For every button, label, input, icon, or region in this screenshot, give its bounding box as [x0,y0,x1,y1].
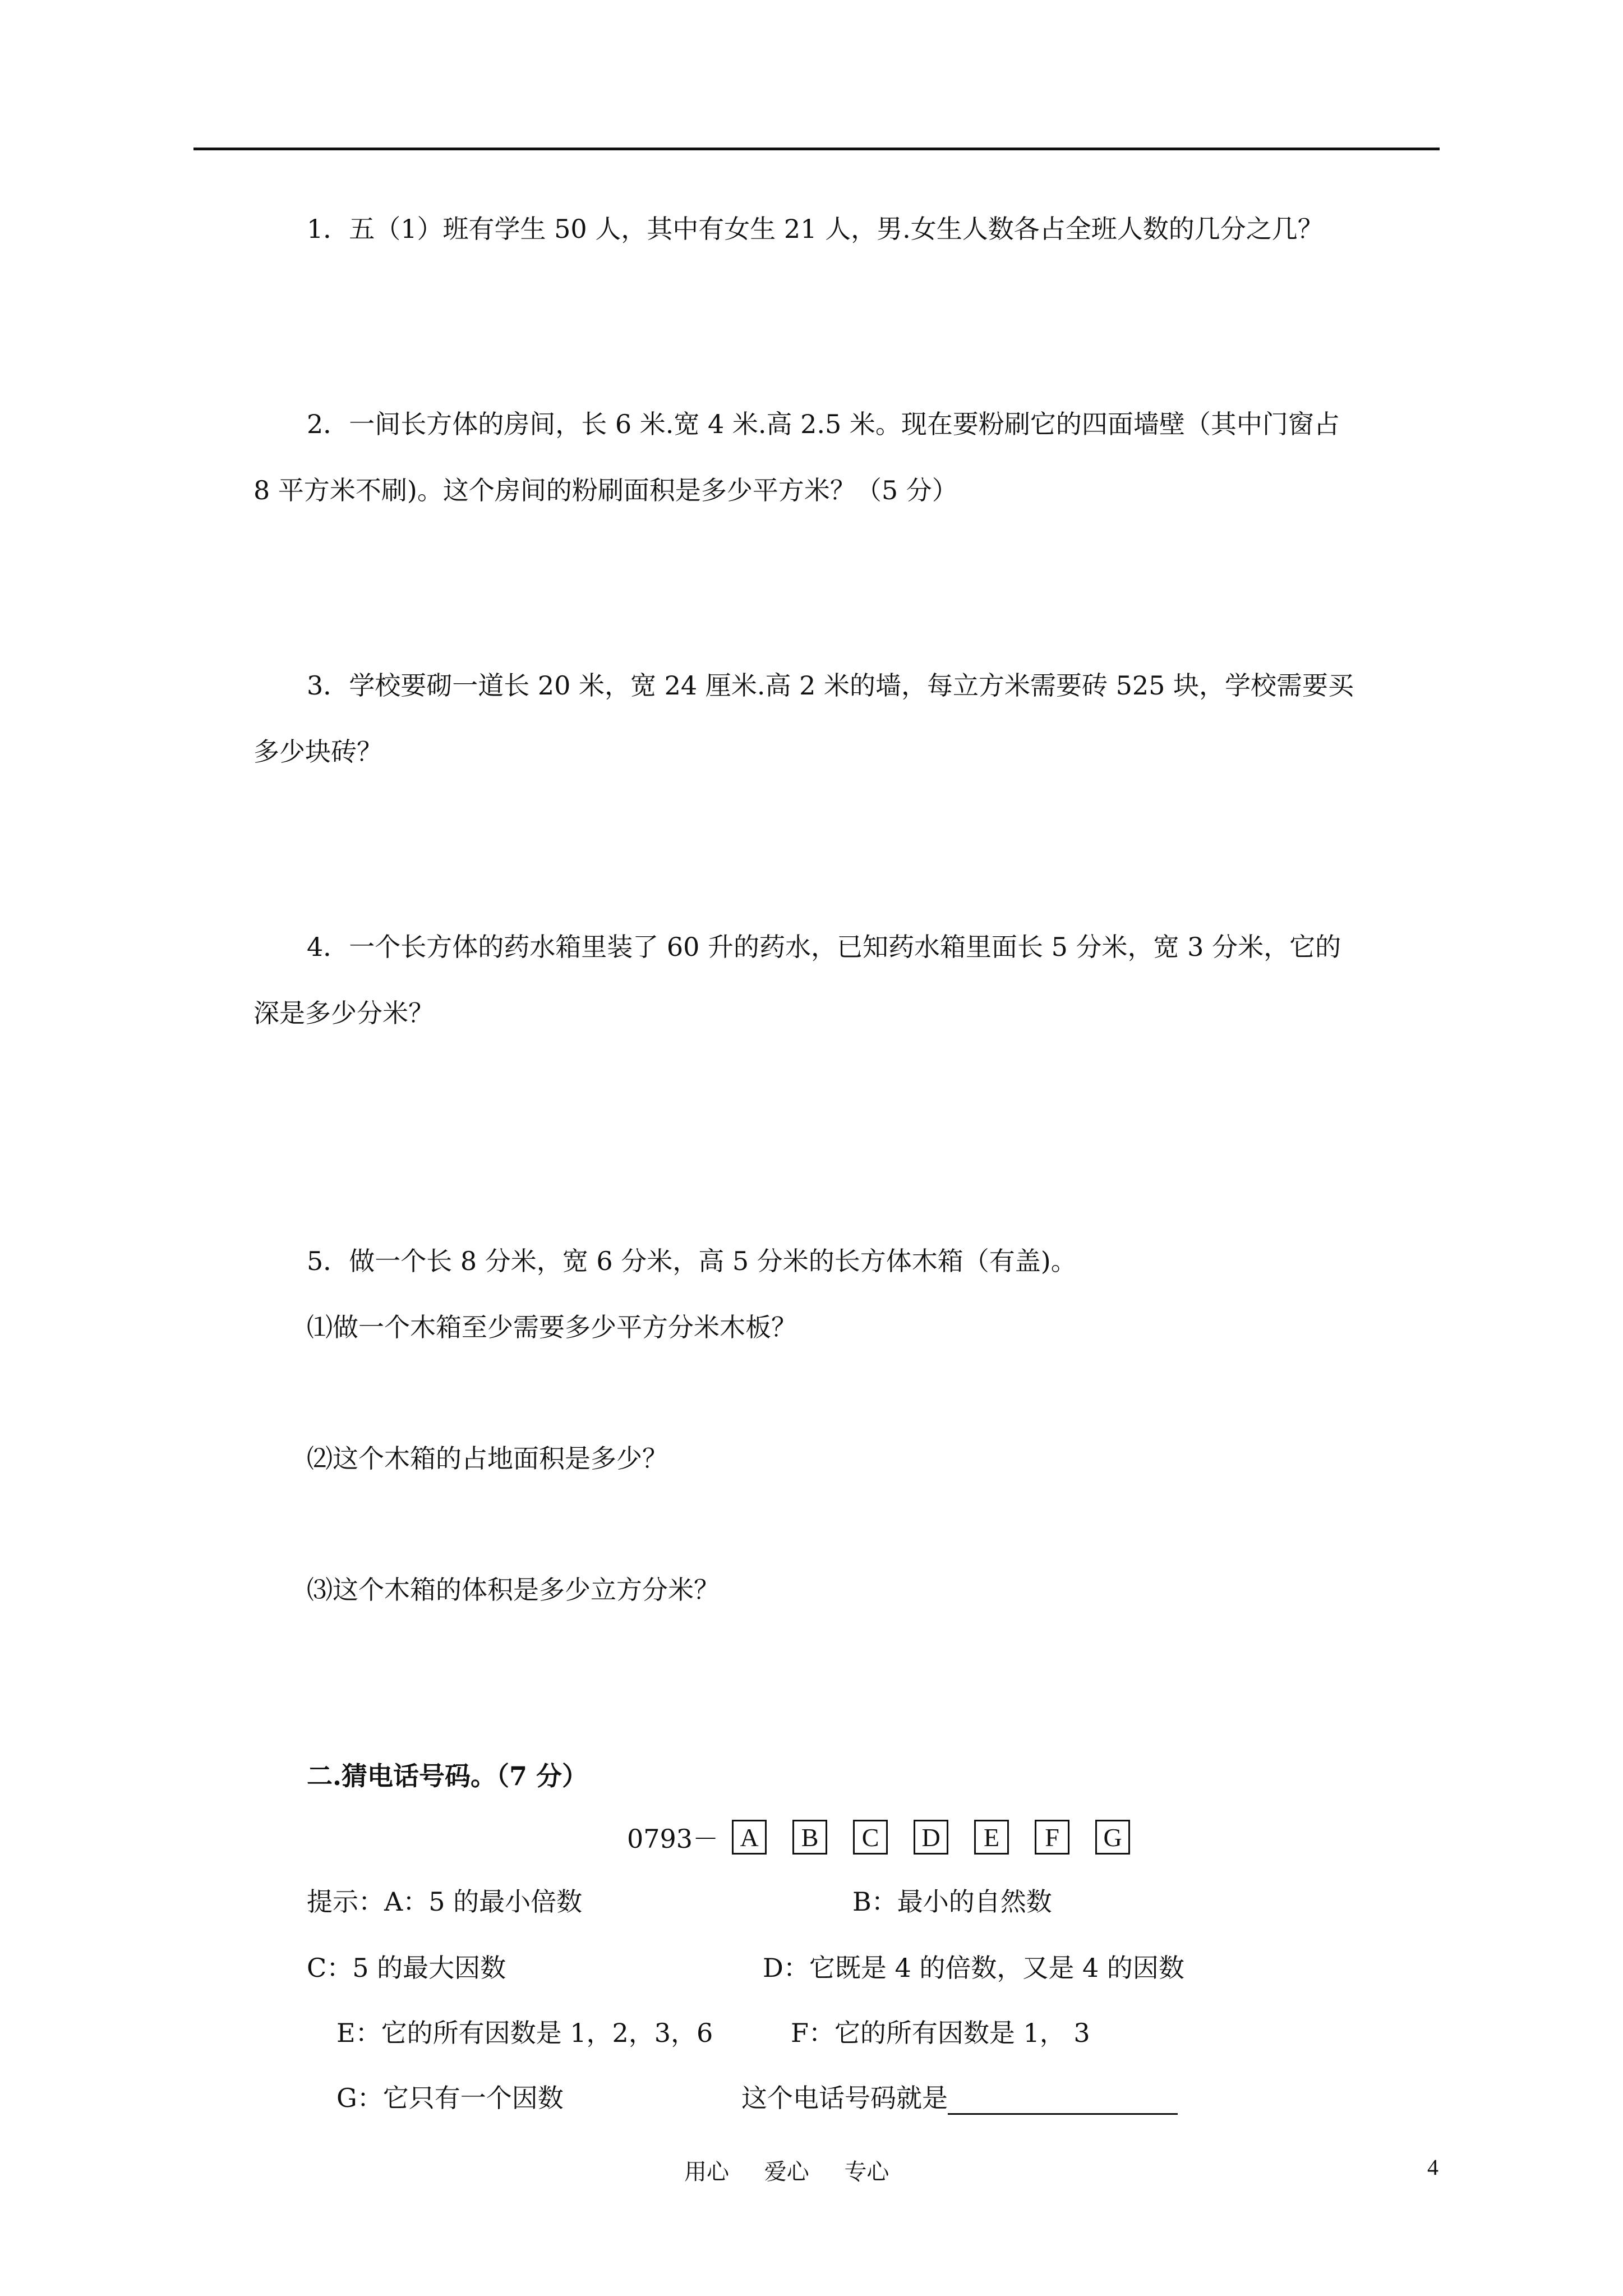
area-code: 0793－ [627,1824,719,1854]
digit-box-f: F [1035,1820,1069,1855]
question-4-line-1: 4．一个长方体的药水箱里装了 60 升的药水，已知药水箱里面长 5 分米，宽 3 分米，它的 [307,932,1341,962]
question-5-part-2: ⑵这个木箱的占地面积是多少？ [307,1443,668,1474]
digit-box-d: D [914,1820,948,1855]
hint-b: B：最小的自然数 [852,1887,1052,1917]
digit-box-e: E [974,1820,1009,1855]
answer-label: 这个电话号码就是 [741,2083,948,2113]
question-3-line-2: 多少块砖？ [253,737,382,767]
hint-f: F：它的所有因数是 1， 3 [791,2018,1090,2048]
page-number: 4 [1427,2155,1438,2180]
question-5-part-1: ⑴做一个木箱至少需要多少平方分米木板？ [307,1312,797,1342]
section-2-title: 二.猜电话号码。（7 分） [307,1761,588,1791]
digit-box-g: G [1095,1820,1130,1855]
footer-item-2: 爱心 [764,2159,809,2185]
header-rule [193,148,1440,150]
hint-a: 提示：A：5 的最小倍数 [307,1887,583,1917]
hint-d: D：它既是 4 的倍数，又是 4 的因数 [763,1953,1184,1983]
question-5-part-3: ⑶这个木箱的体积是多少立方分米？ [307,1575,720,1605]
answer-blank [948,2085,1178,2115]
hint-g: G：它只有一个因数 [336,2083,564,2113]
hint-c: C：5 的最大因数 [307,1953,506,1983]
question-3-line-1: 3．学校要砌一道长 20 米，宽 24 厘米.高 2 米的墙，每立方米需要砖 525 块，学校需要买 [307,670,1354,701]
digit-box-c: C [853,1820,888,1855]
digit-box-b: B [792,1820,827,1855]
footer-item-1: 用心 [684,2159,729,2185]
footer-item-3: 专心 [844,2159,889,2185]
answer-prompt [741,2081,1178,2115]
question-4-line-2: 深是多少分米？ [253,998,434,1028]
hint-e: E：它的所有因数是 1，2，3，6 [336,2018,713,2048]
phone-code-row [627,1818,1156,1857]
question-2-line-2: 8 平方米不刷)。这个房间的粉刷面积是多少平方米？（5 分） [253,475,958,505]
question-2-line-1: 2．一间长方体的房间，长 6 米.宽 4 米.高 2.5 米。现在要粉刷它的四面墙壁（其中门窗占 [307,409,1340,439]
footer [684,2154,917,2186]
digit-box-a: A [732,1820,767,1855]
question-1: 1．五（1）班有学生 50 人，其中有女生 21 人，男.女生人数各占全班人数的几分之几？ [307,214,1324,244]
question-5: 5．做一个长 8 分米，宽 6 分米，高 5 分米的长方体木箱（有盖)。 [307,1246,1077,1276]
